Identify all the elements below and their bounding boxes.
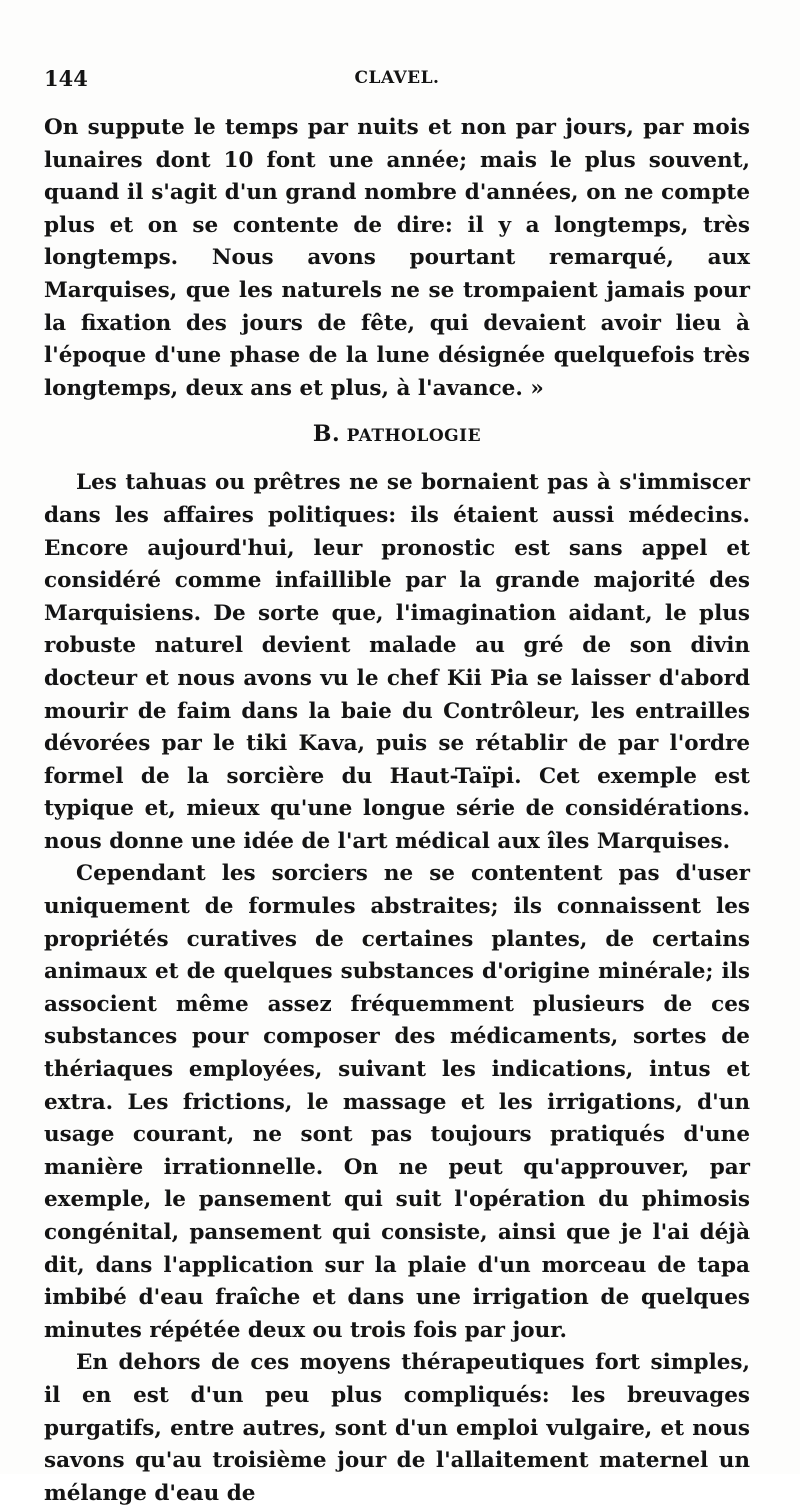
page-header: [44, 66, 750, 96]
paragraph: En dehors de ces moyens thérapeutiques fort simples, il en est d'un peu plus compliqués: les breuvages purgatifs, entre autres, sont d'un emploi vulgaire, et nous savons qu'au troisième jour de l'allaitement maternel un mélange d'eau de: [44, 1350, 750, 1506]
main-text: [44, 112, 750, 1510]
running-head: CLAVEL.: [354, 68, 440, 88]
page-number: 144: [44, 66, 88, 91]
section-title: PATHOLOGIE: [346, 426, 482, 447]
paragraph: Les tahuas ou prêtres ne se bornaient pas à s'immiscer dans les affaires politiques: ils étaient aussi médecins. Encore aujourd'hui, leur pronostic est sans appel et considéré comme infaillible par la grande majorité des Marquisiens. De sorte que, l'imagination aidant, le plus robuste naturel devient malade au gré de son divin docteur et nous avons vu le chef Kii Pia se laisser d'abord mourir de faim dans la baie du Contrôleur, les entrailles dévorées par le tiki Kava, puis se rétablir de par l'ordre formel de la sorcière du Haut-Taïpi. Cet exemple est typique et, mieux qu'une longue série de considérations. nous donne une idée de l'art médical aux îles Marquises.: [44, 470, 750, 854]
section-letter: B.: [312, 421, 341, 448]
paragraph-continued: On suppute le temps par nuits et non par jours, par mois lunaires dont 10 font une année; mais le plus souvent, quand il s'agit d'un grand nombre d'années, on ne compte plus et on se contente de dire: il y a longtemps, très longtemps. Nous avons pourtant remarqué, aux Marquises, que les naturels ne se trompaient jamais pour la fixation des jours de fête, qui devaient avoir lieu à l'époque d'une phase de la lune désignée quelquefois très longtemps, deux ans et plus, à l'avance. »: [44, 115, 750, 401]
paragraph: Cependant les sorciers ne se contentent pas d'user uniquement de formules abstraites; ils connaissent les propriétés curatives de certaines plantes, de certains animaux et de quelques substances d'origine minérale; ils associent même assez fréquemment plusieurs de ces substances pour composer des médicaments, sortes de thériaques employées, suivant les indications, intus et extra. Les frictions, le massage et les irrigations, d'un usage courant, ne sont pas toujours pratiqués d'une manière irrationnelle. On ne peut qu'approuver, par exemple, le pansement qui suit l'opération du phimosis congénital, pansement qui consiste, ainsi que je l'ai déjà dit, dans l'application sur la plaie d'un morceau de tapa imbibé d'eau fraîche et dans une irrigation de quelques minutes répétée deux ou trois fois par jour.: [44, 861, 750, 1343]
section-heading: [44, 415, 750, 455]
